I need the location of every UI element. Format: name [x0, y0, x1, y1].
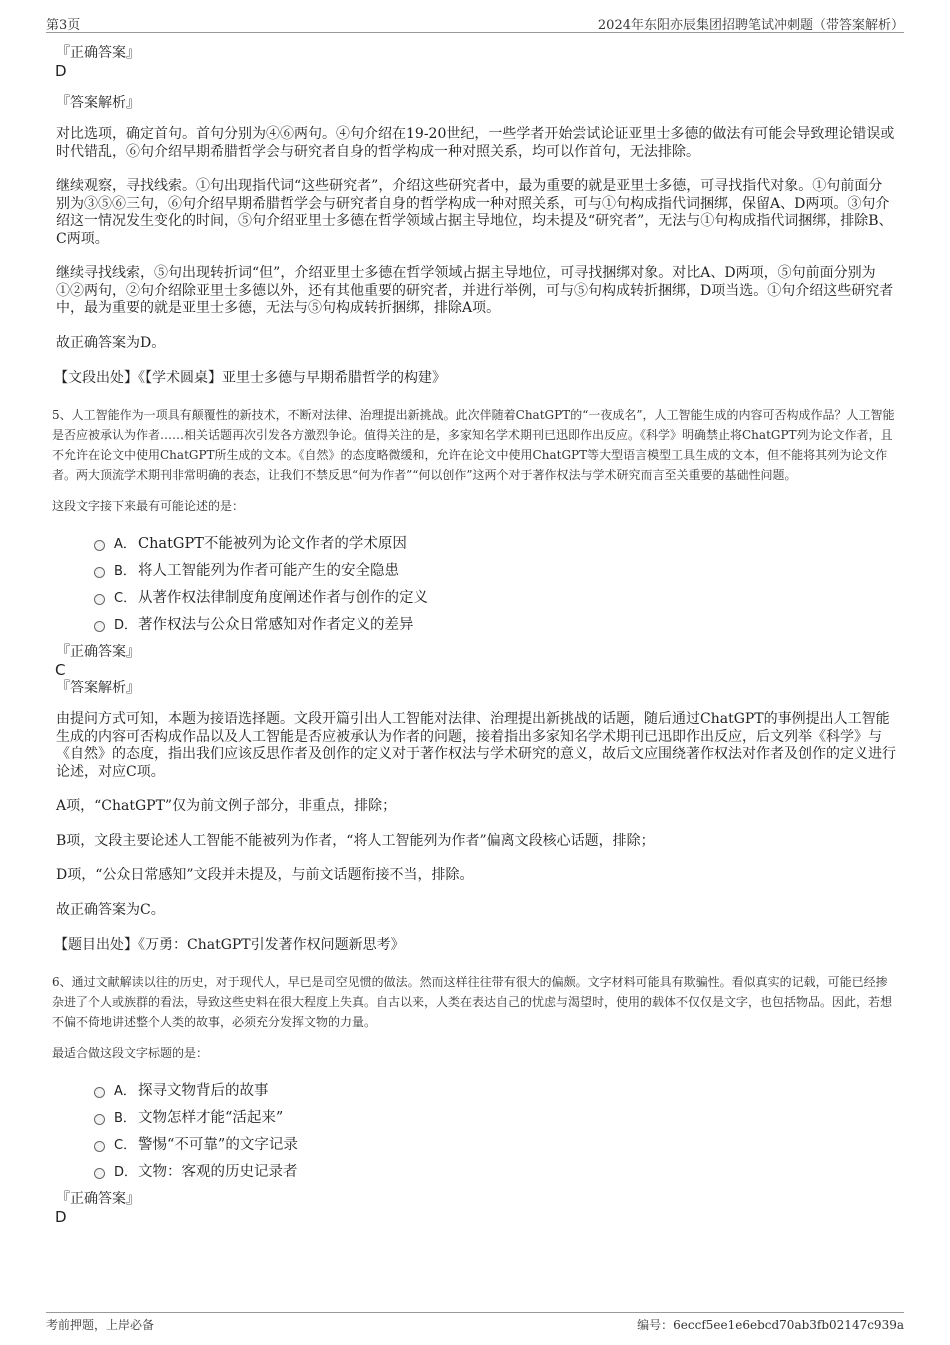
radio-icon[interactable] — [94, 1168, 105, 1179]
q6-answer: D — [55, 1208, 67, 1226]
q5-option-d[interactable]: D．著作权法与公众日常感知对作者定义的差异 — [94, 612, 896, 639]
q6-question-text: 6、通过文献解读以往的历史，对于现代人，早已是司空见惯的做法。然而这样往往带有很大的偏颇。文字材料可能具有欺骗性。看似真实的记载，可能已经掺杂进了个人或族群的看法，导致这些史料在很大程度上失真。自古以来，人类在表达自己的忧虑与渴望时，使用的载体不仅仅是文字，也包括物品。因此，若想不偏不倚地讲述整个人类的故事，必须充分发挥文物的力量。 — [52, 975, 893, 1029]
q6-option-a[interactable]: A． 探寻文物背后的故事 — [94, 1078, 896, 1105]
q6-option-b[interactable]: B． 文物怎样才能“活起来” — [94, 1105, 896, 1132]
page-footer — [46, 1312, 904, 1335]
q6-options — [94, 1078, 896, 1186]
q5-option-b[interactable]: B． 将人工智能列为作者可能产生的安全隐患 — [94, 558, 896, 585]
radio-icon[interactable] — [94, 621, 105, 632]
footer-slogan: 考前押题，上岸必备 — [46, 1318, 155, 1332]
q4-analysis-paragraph: 对比选项，确定首句。首句分别为④⑥两句。④句介绍在19-20世纪，一些学者开始尝试论证亚里士多德的做法有可能会导致理论错误或时代错乱，⑥句介绍早期希腊哲学会与研究者自身的哲学构成一种对照关系，均可以作首句，无法排除。 — [56, 126, 895, 160]
q4-answer-label: 『正确答案』 — [56, 45, 140, 61]
q5-analysis-paragraph: 故正确答案为C。 — [56, 901, 165, 918]
q6-option-d[interactable]: D．文物：客观的历史记录者 — [94, 1159, 896, 1186]
q5-answer-label: 『正确答案』 — [56, 644, 140, 660]
page-header — [46, 12, 904, 33]
q5-source: 【题目出处】《万勇：ChatGPT引发著作权问题新思考》 — [54, 937, 405, 953]
q5-analysis-label: 『答案解析』 — [56, 680, 140, 696]
q4-analysis-paragraph: 继续观察，寻找线索。①句出现指代词“这些研究者”，介绍这些研究者中，最为重要的就是亚里士多德，可寻找指代对象。①句前面分别为③⑤⑥三句，⑥句介绍早期希腊哲学会与研究者自身的哲学构成一种对照关系，可与①句构成指代词捆绑，保留A、D两项。③句介绍这一情况发生变化的时间，⑤句介绍亚里士多德在哲学领域占据主导地位，均未提及“研究者”，无法与①句构成指代词捆绑，排除B、C两项。 — [56, 178, 893, 247]
q4-analysis-paragraph: 继续寻找线索，⑤句出现转折词“但”，介绍亚里士多德在哲学领域占据主导地位，可寻找捆绑对象。对比A、D两项，⑤句前面分别为①②两句，②句介绍除亚里士多德以外，还有其他重要的研究者，并进行举例，可与⑤句构成转折捆绑，D项当选。①句介绍这些研究者中，最为重要的就是亚里士多德，无法与⑤句构成转折捆绑，排除A项。 — [56, 265, 894, 316]
q6-option-c[interactable]: C． 警惕“不可靠”的文字记录 — [94, 1132, 896, 1159]
q6-answer-label: 『正确答案』 — [56, 1191, 140, 1207]
radio-icon[interactable] — [94, 1114, 105, 1125]
radio-icon[interactable] — [94, 1141, 105, 1152]
document-title: 2024年东阳亦辰集团招聘笔试冲刺题（带答案解析） — [597, 18, 904, 33]
q5-analysis-paragraph: 由提问方式可知，本题为接语选择题。文段开篇引出人工智能对法律、治理提出新挑战的话题，随后通过ChatGPT的事例提出人工智能生成的内容可否构成作品以及人工智能是否应被承认为作者的问题，接着指出多家知名学术期刊已迅即作出反应，后文列举《科学》与《自然》的态度，指出我们应该反思作者及创作的定义对于著作权法与学术研究的意义，故后文应围绕著作权法对作者及创作的定义进行论述，对应C项。 — [56, 711, 896, 780]
radio-icon[interactable] — [94, 540, 105, 551]
q5-analysis-paragraph: D项，“公众日常感知”文段并未提及，与前文话题衔接不当，排除。 — [56, 867, 474, 883]
q5-option-a[interactable]: A． ChatGPT不能被列为论文作者的学术原因 — [94, 531, 896, 558]
q4-analysis-label: 『答案解析』 — [56, 95, 140, 111]
radio-icon[interactable] — [94, 594, 105, 605]
q5-analysis-paragraph: A项，“ChatGPT”仅为前文例子部分，非重点，排除； — [56, 798, 397, 814]
document-code: 编号：6eccf5ee1e6ebcd70ab3fb02147c939a — [637, 1318, 904, 1332]
page-content — [52, 44, 896, 1226]
q4-source: 【文段出处】《【学术圆桌】亚里士多德与早期希腊哲学的构建》 — [54, 370, 446, 386]
q5-question-text: 5、人工智能作为一项具有颠覆性的新技术，不断对法律、治理提出新挑战。此次伴随着ChatGPT的“一夜成名”，人工智能生成的内容可否构成作品？人工智能是否应被承认为作者……相关话题再次引发各方激烈争论。值得关注的是，多家知名学术期刊已迅即作出反应。《科学》明确禁止将ChatGPT列为论文作者，且不允许在论文中使用ChatGPT所生成的文本。《自然》的态度略微缓和，允许在论文中使用ChatGPT等大型语言模型工具生成的文本，但不能将其列为论文作者。两大顶流学术期刊非常明确的表态，让我们不禁反思“何为作者”“何以创作”这两个对于著作权法与学术研究而言至关重要的基础性问题。 — [52, 408, 895, 482]
q4-answer: D — [55, 62, 67, 80]
q6-prompt: 最适合做这段文字标题的是： — [52, 1046, 209, 1060]
q5-answer: C — [55, 661, 66, 679]
q5-prompt: 这段文字接下来最有可能论述的是： — [52, 499, 245, 513]
radio-icon[interactable] — [94, 1087, 105, 1098]
q5-options — [94, 531, 896, 639]
radio-icon[interactable] — [94, 567, 105, 578]
q4-analysis-paragraph: 故正确答案为D。 — [56, 334, 166, 351]
q5-analysis-paragraph: B项，文段主要论述人工智能不能被列为作者，“将人工智能列为作者”偏离文段核心话题，排除； — [56, 832, 655, 849]
q5-option-c[interactable]: C． 从著作权法律制度角度阐述作者与创作的定义 — [94, 585, 896, 612]
page-number: 第3页 — [46, 18, 81, 33]
